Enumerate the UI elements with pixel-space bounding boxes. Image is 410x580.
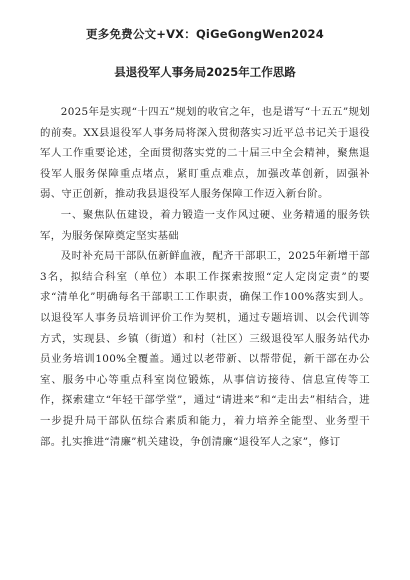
section-heading-1: 一、聚焦队伍建设，着力锻造一支作风过硬、业务精通的服务铁军，为服务保障奠定坚实基础 <box>40 208 370 242</box>
intro-paragraph: 2025年是实现“十四五”规划的收官之年，也是谱写“十五五”规划的前奏。XX县退役军人事务局将深入贯彻落实习近平总书记关于退役军人工作重要论述，全面贯彻落实党的二十届三中全会精神，聚焦退役军人服务保障重点堵点，紧盯重点难点，加强改革创新，固强补弱、守正创新，推动我县退役军人服务保障工作迈入新台阶。 <box>40 106 370 201</box>
watermark-text: 更多免费公文+VX：QiGeGongWen2024 <box>86 27 324 41</box>
section-paragraph-1: 及时补充局干部队伍新鲜血液，配齐干部职工，2025年新增干部3名，拟结合科室（单位）本职工作探索按照“定人定岗定责”的要求“清单化”明确每名干部职工工作职责，确保工作100%落实到人。以退役军人事务员培训评价工作为契机，通过专题培训、以会代训等方式，实现县、乡镇（街道）和村（社区）三级退役军人服务站代办员业务培训100%全覆盖。通过以老带新、以帮带促，新干部在办公室、服务中心等重点科室岗位锻炼，从事信访接待、信息宣传等工作，探索建立“年轻干部学堂”，通过“请进来”和“走出去”相结合，进一步提升局干部队伍综合素质和能力，着力培养全能型、业务型干部。扎实推进“清廉”机关建设，争创清廉“退役军人之家”，修订 <box>40 250 370 448</box>
document-title: 县退役军人事务局2025年工作思路 <box>114 65 296 79</box>
